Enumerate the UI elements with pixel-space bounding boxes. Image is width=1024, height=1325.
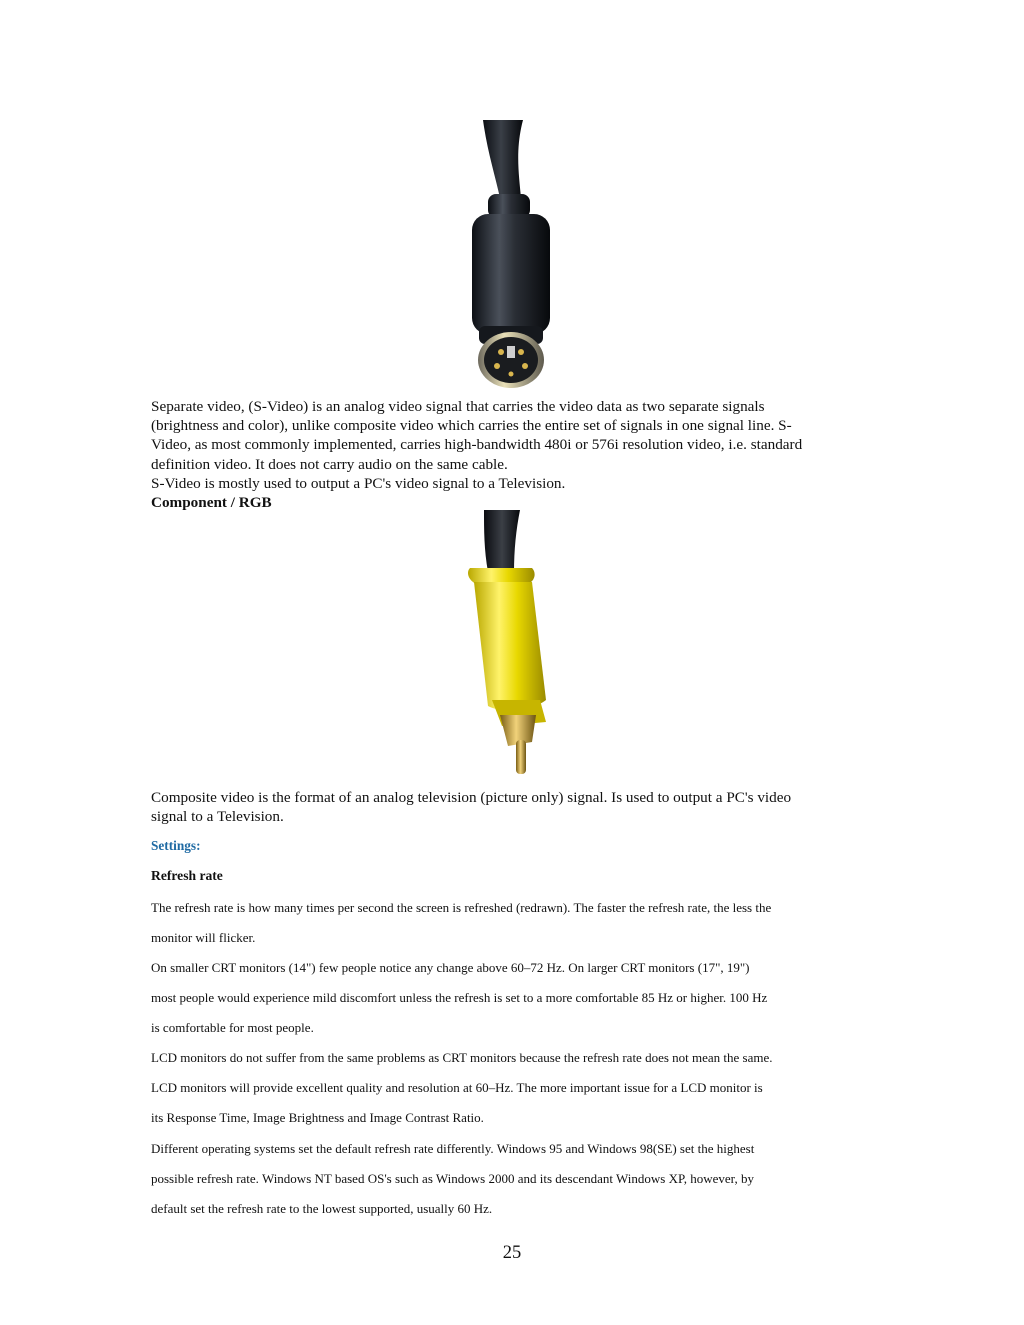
page-number: 25 [502, 1243, 522, 1263]
refresh-line-4: most people would experience mild discomfort unless the refresh is set to a more comfortable 85 Hz or higher. 100 Hz [151, 990, 768, 1005]
composite-paragraph [151, 788, 873, 826]
refresh-line-10: possible refresh rate. Windows NT based OS's such as Windows 2000 and its descendant Windows XP, however, by [151, 1171, 754, 1186]
refresh-line-7: LCD monitors will provide excellent quality and resolution at 60–Hz. The more important issue for a LCD monitor is [151, 1080, 763, 1095]
refresh-line-5: is comfortable for most people. [151, 1020, 314, 1035]
svideo-connector-figure [455, 120, 575, 392]
svideo-line-5: S-Video is mostly used to output a PC's video signal to a Television. [151, 474, 566, 492]
settings-label: Settings: [151, 838, 201, 853]
svideo-line-2: (brightness and color), unlike composite video which carries the entire set of signals in one signal line. S- [151, 417, 792, 435]
refresh-line-2: monitor will flicker. [151, 930, 256, 945]
s-video-connector-icon [455, 120, 575, 392]
composite-connector-figure [462, 510, 572, 776]
svideo-line-4: definition video. It does not carry audio on the same cable. [151, 455, 508, 473]
refresh-line-8: its Response Time, Image Brightness and Image Contrast Ratio. [151, 1110, 484, 1125]
svideo-line-3: Video, as most commonly implemented, carries high-bandwidth 480i or 576i resolution video, i.e. standard [151, 436, 803, 454]
refresh-rate-heading: Refresh rate [151, 868, 223, 883]
rca-connector-icon [462, 510, 572, 776]
refresh-line-11: default set the refresh rate to the lowest supported, usually 60 Hz. [151, 1201, 493, 1216]
refresh-line-6: LCD monitors do not suffer from the same problems as CRT monitors because the refresh rate does not mean the same. [151, 1050, 773, 1065]
svideo-line-1: Separate video, (S-Video) is an analog video signal that carries the video data as two separate signals [151, 398, 765, 415]
component-rgb-heading: Component / RGB [151, 494, 272, 512]
composite-line-2: signal to a Television. [151, 808, 284, 826]
refresh-line-1: The refresh rate is how many times per second the screen is refreshed (redrawn). The faster the refresh rate, the less the [151, 900, 772, 915]
refresh-line-9: Different operating systems set the default refresh rate differently. Windows 95 and Windows 98(SE) set the highest [151, 1141, 755, 1156]
composite-line-1: Composite video is the format of an analog television (picture only) signal. Is used to output a PC's video [151, 789, 792, 806]
svideo-paragraph [151, 397, 873, 512]
refresh-line-3: On smaller CRT monitors (14") few people notice any change above 60–72 Hz. On larger CRT monitors (17", 19") [151, 960, 750, 975]
